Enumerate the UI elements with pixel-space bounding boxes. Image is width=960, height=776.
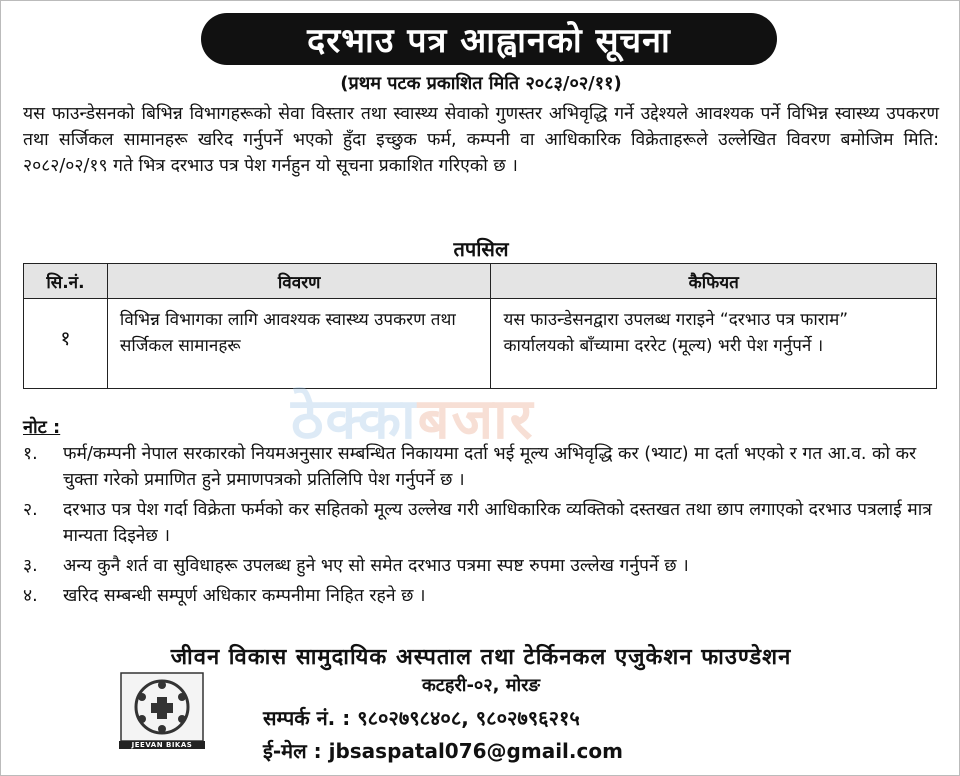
note-number: ३.: [23, 556, 38, 576]
contact-numbers: ९८०२७९८४०८, ९८०२७९६२१५: [357, 706, 580, 730]
row-remark: यस फाउन्डेसनद्वारा उपलब्ध गराइने “दरभाउ पत्र फाराम” कार्यालयको बाँच्यामा दररेट (मूल्य) भरी पेश गर्नुपर्ने ।: [491, 299, 937, 389]
note-number: ४.: [23, 586, 38, 606]
email-address: jbsaspatal076@gmail.com: [328, 739, 623, 763]
organization-name: जीवन विकास सामुदायिक अस्पताल तथा टेर्किनकल एजुकेशन फाउण्डेशन: [170, 645, 792, 670]
note-text: खरिद सम्बन्धी सम्पूर्ण अधिकार कम्पनीमा निहित रहने छ ।: [63, 586, 426, 606]
watermark-part2: बजार: [417, 387, 535, 452]
contact-line: सम्पर्क नं. : ९८०२७९८४०८, ९८०२७९६२१५: [263, 706, 580, 730]
logo-caption: JEEVAN BIKAS: [119, 741, 205, 749]
details-table: [23, 263, 937, 389]
publish-date-subtitle: (प्रथम पटक प्रकाशित मिति २०८३/०२/११): [340, 73, 622, 94]
contact-label: सम्पर्क नं.: [263, 706, 336, 730]
list-item: [23, 497, 939, 549]
row-description: विभिन्न विभागका लागि आवश्यक स्वास्थ्य उपकरण तथा सर्जिकल सामानहरू: [107, 299, 491, 389]
watermark-part1: ठेक्का: [291, 387, 418, 452]
notes-title: नोट :: [23, 417, 61, 438]
list-item: [23, 583, 939, 609]
note-number: २.: [23, 500, 38, 520]
row-serial: १: [24, 299, 108, 389]
list-item: [23, 441, 939, 493]
table-header-row: [24, 264, 937, 299]
note-number: १.: [23, 444, 38, 464]
header-serial: सि.नं.: [24, 264, 108, 299]
details-heading: तपसिल: [453, 237, 509, 261]
organization-address: कटहरी-०२, मोरङ: [421, 675, 541, 696]
intro-paragraph: यस फाउन्डेसनको बिभिन्न विभागहरूको सेवा विस्तार तथा स्वास्थ्य सेवाको गुणस्तर अभिवृद्धि गर्ने उद्देश्यले आवश्यक पर्ने विभिन्न स्वास्थ्य उपकरण तथा सर्जिकल सामानहरू खरिद गर्नुपर्ने भएको हुँदा इच्छुक फर्म, कम्पनी वा आधिकारिक विक्रेताहरूले उल्लेखित विवरण बमोजिम मिति: २०८२/०२/१९ गते भित्र दरभाउ पत्र पेश गर्नहुन यो सूचना प्रकाशित गरिएको छ ।: [23, 104, 939, 176]
note-text: दरभाउ पत्र पेश गर्दा विक्रेता फर्मको कर सहितको मूल्य उल्लेख गरी आधिकारिक व्यक्तिको दस्तखत तथा छाप लगाएको दरभाउ पत्रलाई मात्र मान्यता दिइनेछ ।: [63, 500, 932, 546]
notice-title: दरभाउ पत्र आह्वानको सूचना: [201, 13, 777, 65]
email-line: ई-मेल : jbsaspatal076@gmail.com: [263, 739, 623, 763]
header-description: विवरण: [107, 264, 491, 299]
list-item: [23, 553, 939, 579]
header-remark: कैफियत: [491, 264, 937, 299]
notes-list: [23, 441, 939, 613]
email-label: ई-मेल: [263, 739, 307, 763]
table-row: [24, 299, 937, 389]
note-text: फर्म/कम्पनी नेपाल सरकारको नियमअनुसार सम्बन्धित निकायमा दर्ता भई मूल्य अभिवृद्धि कर (भ्याट) मा दर्ता भएको र गत आ.व. को कर चुक्ता गरेको प्रमाणित हुने प्रमाणपत्रको प्रतिलिपि पेश गर्नुपर्ने छ ।: [63, 444, 917, 490]
note-text: अन्य कुनै शर्त वा सुविधाहरू उपलब्ध हुने भए सो समेत दरभाउ पत्रमा स्पष्ट रुपमा उल्लेख गर्नुपर्ने छ ।: [63, 556, 689, 576]
